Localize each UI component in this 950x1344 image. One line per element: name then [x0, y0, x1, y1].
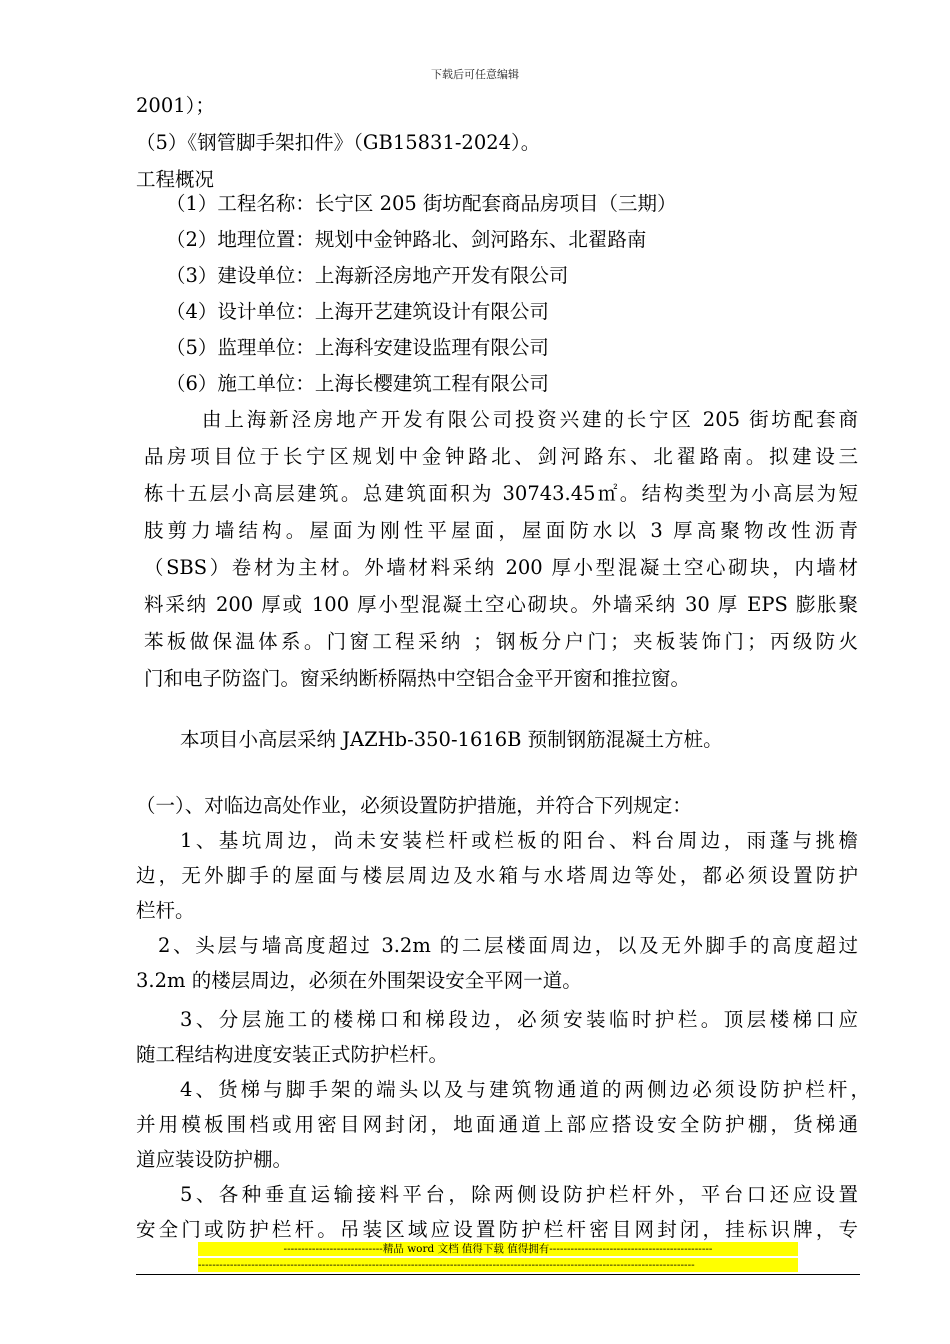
paragraph-line: 安全门或防护栏杆。吊装区域应设置防护栏杆密目网封闭，挂标识牌，专 [136, 1218, 858, 1241]
page-header: 下载后可任意编辑 [431, 68, 519, 81]
text-line: 2001）； [136, 94, 215, 117]
paragraph-line: 3、分层施工的楼梯口和梯段边，必须安装临时护栏。顶层楼梯口应 [180, 1008, 858, 1031]
list-item: （3）建设单位：上海新泾房地产开发有限公司 [166, 264, 569, 287]
paragraph-line: 随工程结构进度安装正式防护栏杆。 [136, 1043, 449, 1066]
paragraph-line: 栏杆。 [136, 899, 195, 922]
paragraph-line: 由上海新泾房地产开发有限公司投资兴建的长宁区 205 街坊配套商 [202, 408, 858, 431]
footer-banner-line-1: ----------------------------精品 word 文档 值得下载 值得拥有---------------------------------------------- [198, 1242, 798, 1256]
section-heading: 工程概况 [136, 168, 215, 191]
paragraph-line: 苯板做保温体系。门窗工程采纳 ；钢板分户门；夹板装饰门；丙级防火 [144, 630, 858, 653]
list-item: （4）设计单位：上海开艺建筑设计有限公司 [166, 300, 549, 323]
paragraph-line: 边，无外脚手的屋面与楼层周边及水箱与水塔周边等处，都必须设置防护 [136, 864, 858, 887]
paragraph-line: 栋十五层小高层建筑。总建筑面积为 30743.45㎡。结构类型为小高层为短 [144, 482, 858, 505]
paragraph-line: 本项目小高层采纳 JAZHb-350-1616B 预制钢筋混凝土方桩。 [180, 728, 723, 751]
list-item: （1）工程名称：长宁区 205 街坊配套商品房项目（三期） [166, 192, 677, 215]
paragraph-line: 4、货梯与脚手架的端头以及与建筑物通道的两侧边必须设防护栏杆， [180, 1078, 870, 1101]
paragraph-line: 3.2m 的楼层周边，必须在外围架设安全平网一道。 [136, 969, 582, 992]
text-line: （5）《钢管脚手架扣件》（GB15831-2024）。 [136, 131, 541, 154]
paragraph-line: 5、各种垂直运输接料平台，除两侧设防护栏杆外，平台口还应设置 [180, 1183, 858, 1206]
paragraph-line: 品房项目位于长宁区规划中金钟路北、剑河路东、北翟路南。拟建设三 [144, 445, 858, 468]
paragraph-line: 2、头层与墙高度超过 3.2m 的二层楼面周边，以及无外脚手的高度超过 [158, 934, 858, 957]
paragraph-line: 门和电子防盗门。窗采纳断桥隔热中空铝合金平开窗和推拉窗。 [144, 667, 691, 690]
paragraph-line: （SBS）卷材为主材。外墙材料采纳 200 厚小型混凝土空心砌块，内墙材 [144, 556, 858, 579]
paragraph-line: 料采纳 200 厚或 100 厚小型混凝土空心砌块。外墙采纳 30 厚 EPS 膨胀聚 [144, 593, 858, 616]
list-item: （2）地理位置：规划中金钟路北、剑河路东、北翟路南 [166, 228, 647, 251]
list-item: （6）施工单位：上海长樱建筑工程有限公司 [166, 372, 549, 395]
list-item: （5）监理单位：上海科安建设监理有限公司 [166, 336, 549, 359]
paragraph-line: 道应装设防护棚。 [136, 1148, 293, 1171]
paragraph-line: 并用模板围档或用密目网封闭，地面通道上部应搭设安全防护棚，货梯通 [136, 1113, 858, 1136]
paragraph-line: 1、基坑周边，尚未安装栏杆或栏板的阳台、料台周边，雨蓬与挑檐 [180, 829, 858, 852]
section-heading: （一）、对临边高处作业，必须设置防护措施，并符合下列规定： [136, 794, 692, 817]
paragraph-line: 肢剪力墙结构。屋面为刚性平屋面，屋面防水以 3 厚高聚物改性沥青 [144, 519, 858, 542]
footer-banner-line-2: -------------------------------------------------------------------------------------------------------------------------------------------- [198, 1258, 798, 1272]
footer-divider [136, 1274, 860, 1275]
